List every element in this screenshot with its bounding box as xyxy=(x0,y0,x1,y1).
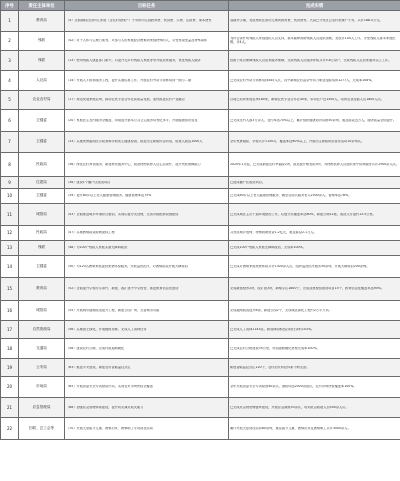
target-task xyxy=(65,278,229,301)
target-task-text: （13）使用残疾人康复部门新兴，对提升无乡村残疾人家庭等等开展居家服务，优化残疾人服务 xyxy=(66,58,201,62)
target-task xyxy=(65,301,229,321)
target-task xyxy=(65,32,229,51)
target-task xyxy=(65,359,229,377)
table-row xyxy=(1,11,400,32)
row-number: 13 xyxy=(1,241,19,256)
table-row xyxy=(1,321,400,339)
completion-result-text: 已完成人工造林1143亩，新造林面积达目标任务的103%。 xyxy=(230,327,315,331)
target-task-text: （38）建设1个棚户区改造项目 xyxy=(66,180,111,184)
responsible-unit: 人社局 xyxy=(19,71,65,91)
target-task xyxy=(65,204,229,226)
target-task xyxy=(65,398,229,418)
table-row xyxy=(1,278,400,301)
completion-result xyxy=(229,418,400,440)
responsible-unit: 教育局 xyxy=(19,11,65,32)
completion-result xyxy=(229,71,400,91)
completion-result xyxy=(229,32,400,51)
table-row xyxy=(1,110,400,132)
target-task xyxy=(65,189,229,204)
table-row xyxy=(1,32,400,51)
target-task xyxy=(65,11,229,32)
responsible-unit: 城管局 xyxy=(19,301,65,321)
target-task xyxy=(65,110,229,132)
target-task xyxy=(65,153,229,177)
target-task-text: （70）开展关爱留守儿童、困难妇女、困难职工专项帮扶活动 xyxy=(66,426,153,430)
target-task-text: （56）实施国土绿化，开展植树造林，完成人工造林任务 xyxy=(66,327,147,331)
completion-result xyxy=(229,91,400,110)
completion-result-text: 新建智能监控点位120个，农村治安防控体系不断完善。 xyxy=(230,365,310,369)
completion-result-text: 目前已培育家庭农场180家，新增农民专业合作社40家，带动农户近1500人，培训农业技能人员1800人次。 xyxy=(230,98,384,102)
table-row xyxy=(1,189,400,204)
target-task-text: （55）开展城市道路改造提升工程，新建公园广场，完善城市功能 xyxy=(66,308,160,312)
responsible-unit: 民政局 xyxy=(19,226,65,241)
row-number: 22 xyxy=(1,418,19,440)
table-row xyxy=(1,51,400,71)
target-task-text: （14）开展人才推荐服务工程，提升实施招募工作，开展农村劳动力转移培训一期与二期 xyxy=(66,78,192,82)
target-task-text: （43）全面推进城乡环境综合整治，实现垃圾分类处理，完善市政配套设施建设 xyxy=(66,212,179,216)
completion-result-text: 按照于成功保障残疾人员居家服务保障，完成残疾人员服务补贴共计5.8万余户，完成残疾人员居家服务以上工作。 xyxy=(230,58,392,62)
completion-result xyxy=(229,301,400,321)
responsible-unit: 卫健委 xyxy=(19,256,65,278)
completion-result xyxy=(229,189,400,204)
row-number: 4 xyxy=(1,71,19,91)
completion-result xyxy=(229,377,400,398)
header-result: 完成实绩 xyxy=(229,1,400,11)
row-number: 3 xyxy=(1,51,19,71)
row-number: 11 xyxy=(1,204,19,226)
row-number: 19 xyxy=(1,359,19,377)
completion-result xyxy=(229,359,400,377)
target-task xyxy=(65,177,229,189)
responsible-unit: 市场局 xyxy=(19,377,65,398)
target-task xyxy=(65,321,229,339)
target-task xyxy=(65,377,229,398)
row-number: 18 xyxy=(1,339,19,359)
row-number: 7 xyxy=(1,132,19,153)
completion-result-text: 已完成城区主次干道环境整治工作，垃圾分类覆盖率达60%，新建公厕12座，改造人行道约13.5公里。 xyxy=(230,212,376,216)
completion-result-text: 已完成农村劳动力转移培训445人次，其中新增农村富余劳动力职业技能培训1277人，完成率108%。 xyxy=(230,78,375,82)
table-row xyxy=(1,359,400,377)
completion-result xyxy=(229,339,400,359)
row-number: 14 xyxy=(1,256,19,278)
completion-result-text: 完成新建校舍2所，改扩建3所，新增学位1800个，完成智慧校园建设项目15个，教育信息化覆盖率达95%。 xyxy=(230,287,384,291)
table-row xyxy=(1,256,400,278)
completion-result-text: 已完成应急物资储备库建设，开展应急演练30余次，培训应急救援人员500余人次。 xyxy=(230,405,349,409)
header-task: 目标任务 xyxy=(65,1,229,11)
table-row xyxy=(1,226,400,241)
completion-result-text: 完成道路改造提升8条，新建公园2个，完成城区绿化工程约2万平方米。 xyxy=(230,308,332,312)
row-number: 17 xyxy=(1,321,19,339)
responsible-unit: 残联 xyxy=(19,32,65,51)
header-no: 序号 xyxy=(1,1,19,11)
completion-result xyxy=(229,132,400,153)
target-task xyxy=(65,226,229,241)
completion-result xyxy=(229,256,400,278)
completion-result-text: 已完成100户残疾人家庭无障碍改造，完成率100%。 xyxy=(230,246,306,250)
target-task-text: （47）实施困难群众救助提标工程 xyxy=(66,231,115,235)
responsible-unit: 残联 xyxy=(19,241,65,256)
table-body xyxy=(1,11,400,440)
responsible-unit: 城管局 xyxy=(19,204,65,226)
row-number: 9 xyxy=(1,177,19,189)
completion-result xyxy=(229,241,400,256)
target-task-text: （4）全面减轻在园幼儿家庭（含农村低保户）子女的幼儿园教育费、伙食费、学费、住宿费、课本费等 xyxy=(66,19,212,23)
row-number: 5 xyxy=(1,91,19,110)
table-row xyxy=(1,418,400,440)
target-task xyxy=(65,71,229,91)
responsible-unit: 卫健委 xyxy=(19,189,65,204)
table-row xyxy=(1,241,400,256)
target-task-text: （52）全面提升学校办学条件，新建、改扩建中小学校舍，推进教育信息化建设 xyxy=(66,287,179,291)
table-row xyxy=(1,71,400,91)
completion-result-text: 已完成80岁以上老人健康管理服务，截至目前共服务老人2500余人，管理率达78%。 xyxy=(230,194,352,198)
table-header-row xyxy=(1,1,400,11)
target-task-text: （33）实施免费婚前医学检查和孕前优生健康检查，推进出生缺陷综合防治，检查人数达1000人 xyxy=(66,140,203,144)
target-task-text: （17）规范发展家庭农场，推动农民专业合作社高质量发展，加快推进农村产业融合 xyxy=(66,98,185,102)
target-task-text: （68）加强应急管理体系建设，提升防灾减灾救灾能力 xyxy=(66,405,144,409)
completion-result-text: 全年开展食品安全专项检查40余次，抽检样品2000余批次，农贸市场快检覆盖率100%。 xyxy=(230,385,357,389)
target-task xyxy=(65,339,229,359)
responsible-unit: 应急管理局 xyxy=(19,398,65,418)
table-row xyxy=(1,91,400,110)
completion-result-text: 累计开展关爱帮扶活动80余场，惠及留守儿童、困难妇女及困难职工共计3000余人。 xyxy=(230,426,351,430)
responsible-unit: 农业农村局 xyxy=(19,91,65,110)
completion-result-text: 已完成对困难家庭免费体检共计1300余人次，组织巡回医疗服务30余场，开展大病救治200余例。 xyxy=(230,264,370,268)
row-number: 16 xyxy=(1,301,19,321)
responsible-unit: 公安局 xyxy=(19,359,65,377)
target-task xyxy=(65,51,229,71)
row-number: 10 xyxy=(1,189,19,204)
table-row xyxy=(1,339,400,359)
row-number: 21 xyxy=(1,398,19,418)
completion-result xyxy=(229,153,400,177)
row-number: 8 xyxy=(1,153,19,177)
target-task-text: （63）推进平安建设，新建农村智能监控点位 xyxy=(66,365,131,369)
completion-result xyxy=(229,11,400,32)
table-row xyxy=(1,398,400,418)
completion-result-text: 已完成签约人数3万余人，签约率达70%以上，累计组织健康知识讲座50余场，惠及群众近万人，服务质量全面提升。 xyxy=(230,118,397,122)
target-task-text: （20）家庭医生签约服务全覆盖，持续提升基本公共卫生服务均等化水平，开展健康知识普及 xyxy=(66,118,198,122)
target-task-text: （65）开展食品安全专项整治行动，实现农贸市场快检全覆盖 xyxy=(66,385,153,389)
completion-result xyxy=(229,204,400,226)
table-row xyxy=(1,377,400,398)
responsible-unit: 妇联、总工会等 xyxy=(19,418,65,440)
row-number: 12 xyxy=(1,226,19,241)
target-task-text: （42）对于人体与生理方面等，对参与人的家庭经济困难到家庭特殊的人，享受有限受益及特殊群体 xyxy=(66,39,208,43)
responsible-unit: 自然资源局 xyxy=(19,321,65,339)
responsible-unit: 卫健委 xyxy=(19,132,65,153)
target-task xyxy=(65,256,229,278)
completion-result-text: 春期开学期，发放免收在园幼儿保育教育费、伙食费等，大局已分发区总农村低保户子女，共计188.5万元。 xyxy=(230,19,383,23)
target-task-text: （48）为100户残疾人家庭实施无障碍改造 xyxy=(66,246,128,250)
completion-result xyxy=(229,398,400,418)
responsible-unit: 残联 xyxy=(19,51,65,71)
responsible-unit: 住建局 xyxy=(19,177,65,189)
completion-result xyxy=(229,177,400,189)
responsible-unit: 交通局 xyxy=(19,339,65,359)
responsible-unit: 教育局 xyxy=(19,278,65,301)
completion-result xyxy=(229,321,400,339)
row-number: 15 xyxy=(1,278,19,301)
table-row xyxy=(1,177,400,189)
completion-result-text: 全年免费婚检、孕检共计1150对，覆盖率达90%以上，开展出生缺陷防治宣传活动10余场次。 xyxy=(230,140,364,144)
target-task xyxy=(65,418,229,440)
completion-result-text: 2020年1月起，已完成新建农村幸福院2所，改造提升敬老院3所，为特困供养人员提供集中供养服务共计2500余人次。 xyxy=(230,162,399,166)
completion-result xyxy=(229,278,400,301)
responsible-unit: 卫健委 xyxy=(19,110,65,132)
completion-result xyxy=(229,110,400,132)
row-number: 2 xyxy=(1,32,19,51)
target-task xyxy=(65,241,229,256)
target-task-text: （36）深化农村养老服务，新建养老服务中心，改善特困供养人员生活条件，提升兜底保障能力 xyxy=(66,162,201,166)
table-row xyxy=(1,132,400,153)
target-task xyxy=(65,91,229,110)
header-unit: 责任主体单位 xyxy=(19,1,65,11)
responsible-unit: 民政局 xyxy=(19,153,65,177)
completion-result xyxy=(229,226,400,241)
row-number: 6 xyxy=(1,110,19,132)
table-row xyxy=(1,204,400,226)
table-row xyxy=(1,153,400,177)
completion-result-text: 已建成棚户区改造项目。 xyxy=(230,180,266,184)
target-task xyxy=(65,132,229,153)
row-number: 1 xyxy=(1,11,19,32)
completion-result-text: 已完成农村公路建设35公里，村组道路硬化里程完成率100%。 xyxy=(230,346,320,350)
completion-result xyxy=(229,51,400,71)
table-row xyxy=(1,301,400,321)
completion-result-text: 共发放城乡低保、特困救助资金1.2亿元，惠及群众2.1万人。 xyxy=(230,231,317,235)
completion-result-text: 为符合条件的残疾人家庭提供人员支持，基本能够帮助残疾人员提供资助，发放计104人工作，享受残疾人基本家庭医保，计4人。 xyxy=(230,37,396,44)
row-number: 20 xyxy=(1,377,19,398)
target-task-text: （39）提升80岁以上老人健康管理服务，健康管理率达75% xyxy=(66,194,152,198)
target-task-text: （58）建设农村公路，完成村组道路硬化 xyxy=(66,346,125,350)
target-task-text: （50）为120名困难家庭提供免费体检服务，开展巡回医疗，对困难群众开展大病救治 xyxy=(66,264,188,268)
